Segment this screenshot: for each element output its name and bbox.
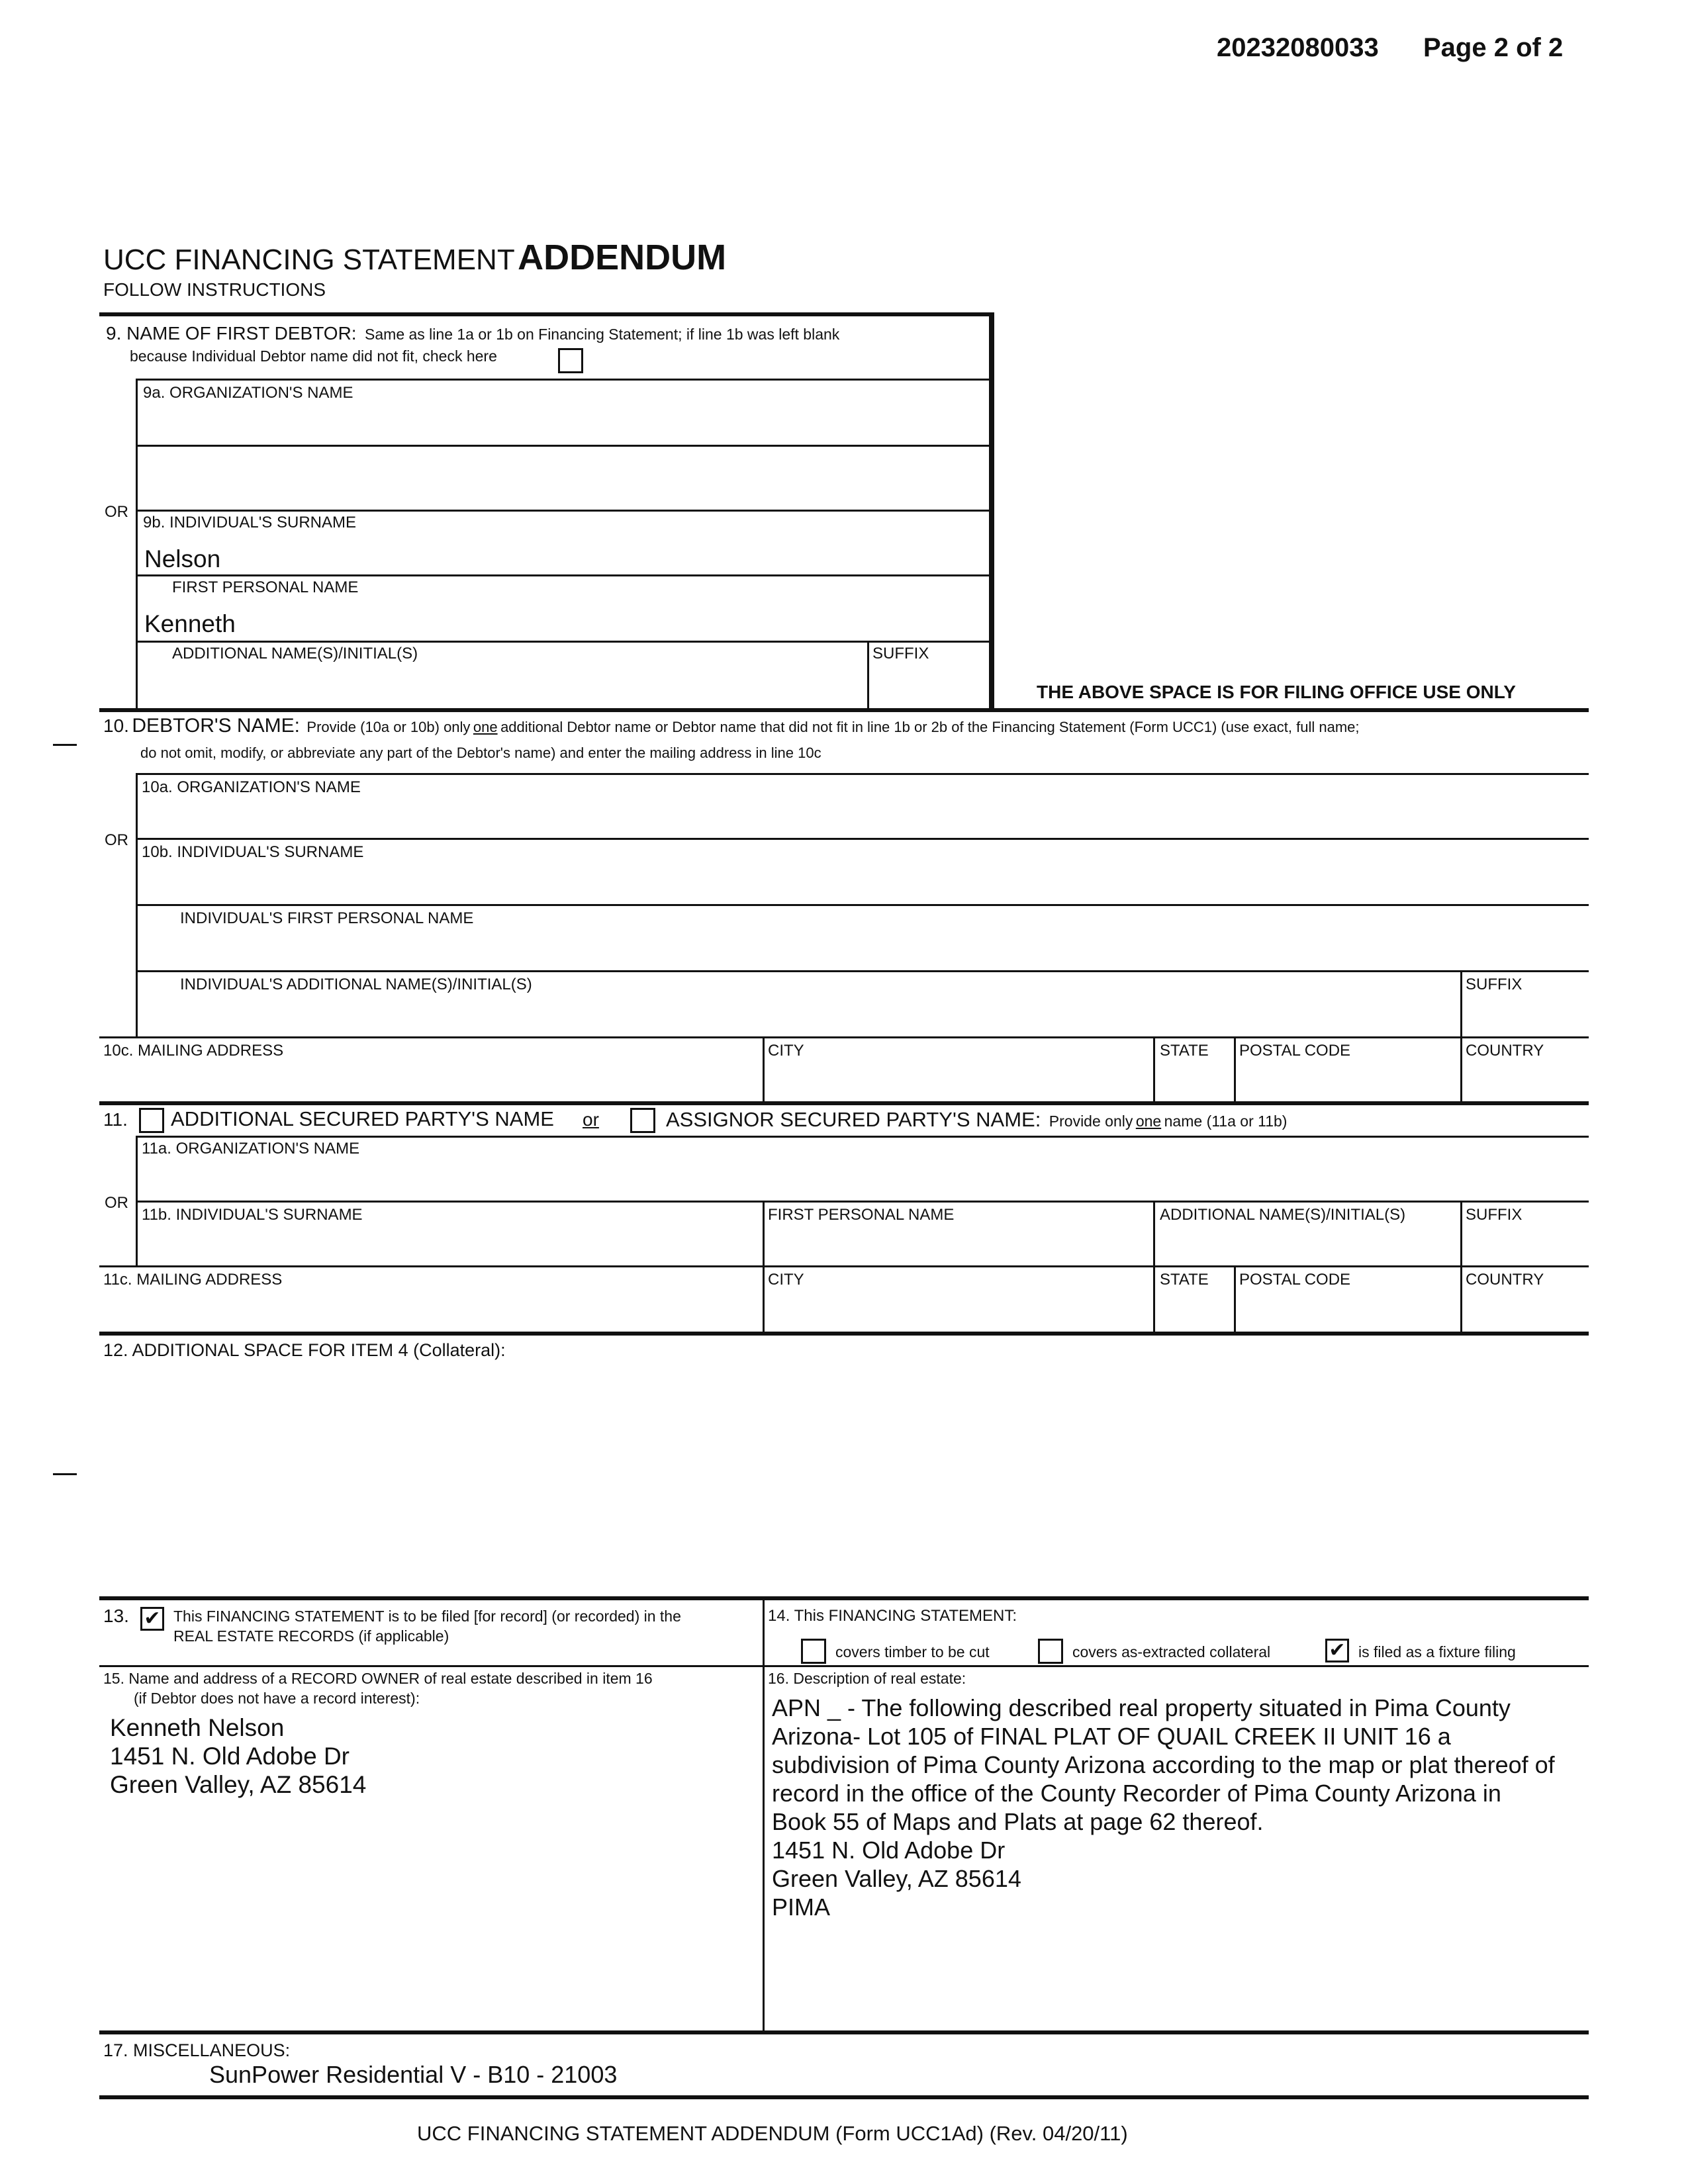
- item9-first-value: Kenneth: [144, 610, 236, 637]
- item10-desc2: do not omit, modify, or abbreviate any part of the Debtor's name) and enter the mailing address in line 10c: [140, 745, 821, 761]
- page-indicator: Page 2 of 2: [1423, 33, 1564, 62]
- divider: [1234, 1265, 1236, 1333]
- item11c-state-label: STATE: [1160, 1271, 1209, 1289]
- item9-top-border: [99, 312, 994, 316]
- divider: [137, 1201, 1589, 1203]
- item14-timber-label: covers timber to be cut: [835, 1643, 990, 1661]
- divider: [99, 1265, 1589, 1267]
- item10-desc-a: Provide (10a or 10b) only: [306, 719, 471, 735]
- item11-desc-a: Provide only: [1049, 1113, 1133, 1130]
- divider: [137, 641, 991, 643]
- item11-assignor-label: ASSIGNOR SECURED PARTY'S NAME:: [666, 1108, 1041, 1131]
- item11c-city-label: CITY: [768, 1271, 804, 1289]
- item9-heading: [106, 323, 839, 344]
- item14-timber-checkbox[interactable]: [801, 1639, 826, 1664]
- item9-heading-title: 9. NAME OF FIRST DEBTOR:: [106, 323, 357, 343]
- divider: [137, 379, 991, 381]
- item14-fixture-checkbox[interactable]: ✔: [1325, 1639, 1349, 1662]
- item9a-label: 9a. ORGANIZATION'S NAME: [143, 384, 353, 402]
- item11-num: 11.: [103, 1109, 128, 1130]
- item16-line: PIMA: [772, 1893, 831, 1921]
- form-title-main: UCC FINANCING STATEMENT: [103, 244, 515, 276]
- item10-top-border: [99, 708, 1589, 712]
- item15-owner-city: Green Valley, AZ 85614: [110, 1771, 367, 1798]
- divider: [137, 970, 1589, 972]
- margin-mark: [53, 1473, 77, 1475]
- item11-assignor-checkbox[interactable]: [630, 1108, 655, 1133]
- item9-additional-label: ADDITIONAL NAME(S)/INITIAL(S): [172, 645, 418, 662]
- item12-top-border: [99, 1332, 1589, 1336]
- divider: [1234, 1036, 1236, 1104]
- item10c-state-label: STATE: [1160, 1042, 1209, 1060]
- item13-line1: This FINANCING STATEMENT is to be filed [for record] (or recorded) in the: [173, 1608, 681, 1625]
- item11-top-border: [99, 1101, 1589, 1105]
- item10-suffix-label: SUFFIX: [1466, 976, 1523, 993]
- item13-num: 13.: [103, 1606, 129, 1626]
- item17-bottom-border: [99, 2095, 1589, 2099]
- item10a-label: 10a. ORGANIZATION'S NAME: [142, 778, 361, 796]
- item11-first-label: FIRST PERSONAL NAME: [768, 1206, 955, 1224]
- item11b-label: 11b. INDIVIDUAL'S SURNAME: [142, 1206, 363, 1224]
- item10-or-label: OR: [105, 831, 128, 849]
- form-footer: UCC FINANCING STATEMENT ADDENDUM (Form UCC1Ad) (Rev. 04/20/11): [417, 2122, 1128, 2145]
- item16-line: record in the office of the County Recorder of Pima County Arizona in: [772, 1780, 1501, 1807]
- item9b-label: 9b. INDIVIDUAL'S SURNAME: [143, 514, 356, 531]
- divider: [137, 773, 1589, 775]
- item14-extracted-checkbox[interactable]: [1038, 1639, 1063, 1664]
- item10-num: 10.: [103, 715, 129, 736]
- item16-line: subdivision of Pima County Arizona according to the map or plat thereof of: [772, 1751, 1555, 1778]
- item10-desc-b: additional Debtor name or Debtor name that did not fit in line 1b or 2b of the Financing Statement (Form UCC1) (use exact, full name;: [500, 719, 1360, 735]
- item16-line: Green Valley, AZ 85614: [772, 1865, 1021, 1892]
- divider: [763, 1036, 765, 1104]
- divider: [137, 904, 1589, 906]
- item11-desc-b: name (11a or 11b): [1164, 1113, 1288, 1130]
- margin-mark: [53, 744, 77, 746]
- divider: [99, 1036, 1589, 1038]
- item10c-country-label: COUNTRY: [1466, 1042, 1544, 1060]
- item10c-mailing-label: 10c. MAILING ADDRESS: [103, 1042, 284, 1060]
- item15-owner-street: 1451 N. Old Adobe Dr: [110, 1743, 350, 1770]
- item17-value: SunPower Residential V - B10 - 21003: [209, 2061, 618, 2088]
- divider: [137, 445, 991, 447]
- item11-assignor: [666, 1108, 1287, 1132]
- item16-line: APN _ - The following described real property situated in Pima County: [772, 1694, 1511, 1721]
- item11c-postal-label: POSTAL CODE: [1239, 1271, 1351, 1289]
- item10-heading: [103, 715, 1360, 737]
- item10-additional-label: INDIVIDUAL'S ADDITIONAL NAME(S)/INITIAL(S): [180, 976, 532, 993]
- item14-fixture-label: is filed as a fixture filing: [1358, 1643, 1516, 1661]
- item11-desc-one: one: [1135, 1113, 1162, 1130]
- item16-line: 1451 N. Old Adobe Dr: [772, 1837, 1006, 1864]
- item9-same-checkbox[interactable]: [558, 348, 583, 373]
- form-title-addendum: ADDENDUM: [518, 238, 727, 277]
- item13-line2: REAL ESTATE RECORDS (if applicable): [173, 1627, 449, 1645]
- item16-line: Book 55 of Maps and Plats at page 62 thereof.: [772, 1808, 1264, 1835]
- item15-label1: 15. Name and address of a RECORD OWNER of real estate described in item 16: [103, 1670, 653, 1687]
- item11a-label: 11a. ORGANIZATION'S NAME: [142, 1140, 360, 1158]
- item10b-label: 10b. INDIVIDUAL'S SURNAME: [142, 843, 364, 861]
- filing-office-note: THE ABOVE SPACE IS FOR FILING OFFICE USE ONLY: [1037, 682, 1516, 702]
- divider: [137, 1136, 1589, 1138]
- item9-heading-desc1: Same as line 1a or 1b on Financing Statement; if line 1b was left blank: [365, 326, 840, 343]
- item13-top-border: [99, 1596, 1589, 1600]
- divider: [99, 1665, 1589, 1667]
- item14-label: 14. This FINANCING STATEMENT:: [768, 1607, 1017, 1625]
- follow-instructions: FOLLOW INSTRUCTIONS: [103, 279, 326, 300]
- item11c-country-label: COUNTRY: [1466, 1271, 1544, 1289]
- item11c-mailing-label: 11c. MAILING ADDRESS: [103, 1271, 283, 1289]
- item10-first-label: INDIVIDUAL'S FIRST PERSONAL NAME: [180, 909, 474, 927]
- item9-suffix-label: SUFFIX: [872, 645, 929, 662]
- form-title: [103, 237, 726, 278]
- item17-label: 17. MISCELLANEOUS:: [103, 2040, 291, 2060]
- item9-heading-desc2: because Individual Debtor name did not fit, check here: [130, 347, 497, 365]
- item17-top-border: [99, 2030, 1589, 2034]
- divider: [137, 574, 991, 576]
- divider: [763, 1596, 765, 2033]
- item15-label2: (if Debtor does not have a record interest):: [134, 1690, 420, 1707]
- item9-left-border: [136, 379, 138, 708]
- file-number: 20232080033: [1217, 33, 1379, 62]
- item10-desc-one: one: [473, 719, 498, 735]
- item11-suffix-label: SUFFIX: [1466, 1206, 1523, 1224]
- item10c-postal-label: POSTAL CODE: [1239, 1042, 1351, 1060]
- item10c-city-label: CITY: [768, 1042, 804, 1060]
- item16-label: 16. Description of real estate:: [768, 1670, 966, 1687]
- item11-or-word: or: [583, 1109, 599, 1130]
- item16-line: Arizona- Lot 105 of FINAL PLAT OF QUAIL CREEK II UNIT 16 a: [772, 1723, 1451, 1750]
- item11-additional-name-label: ADDITIONAL NAME(S)/INITIAL(S): [1160, 1206, 1406, 1224]
- item9b-value: Nelson: [144, 545, 221, 572]
- item15-owner-name: Kenneth Nelson: [110, 1714, 285, 1741]
- item11-or-label: OR: [105, 1194, 128, 1212]
- item11-additional-label: ADDITIONAL SECURED PARTY'S NAME: [171, 1107, 554, 1130]
- item13-checkbox[interactable]: ✔: [140, 1607, 164, 1631]
- divider: [1153, 1036, 1155, 1104]
- item10-title: DEBTOR'S NAME:: [132, 715, 300, 737]
- item9-or-label: OR: [105, 503, 128, 521]
- divider: [867, 641, 869, 708]
- item12-label: 12. ADDITIONAL SPACE FOR ITEM 4 (Collateral):: [103, 1340, 506, 1360]
- item11-additional-checkbox[interactable]: [139, 1108, 164, 1133]
- divider: [137, 838, 1589, 840]
- divider: [137, 510, 991, 512]
- item14-extracted-label: covers as-extracted collateral: [1072, 1643, 1271, 1661]
- item9-first-label: FIRST PERSONAL NAME: [172, 578, 359, 596]
